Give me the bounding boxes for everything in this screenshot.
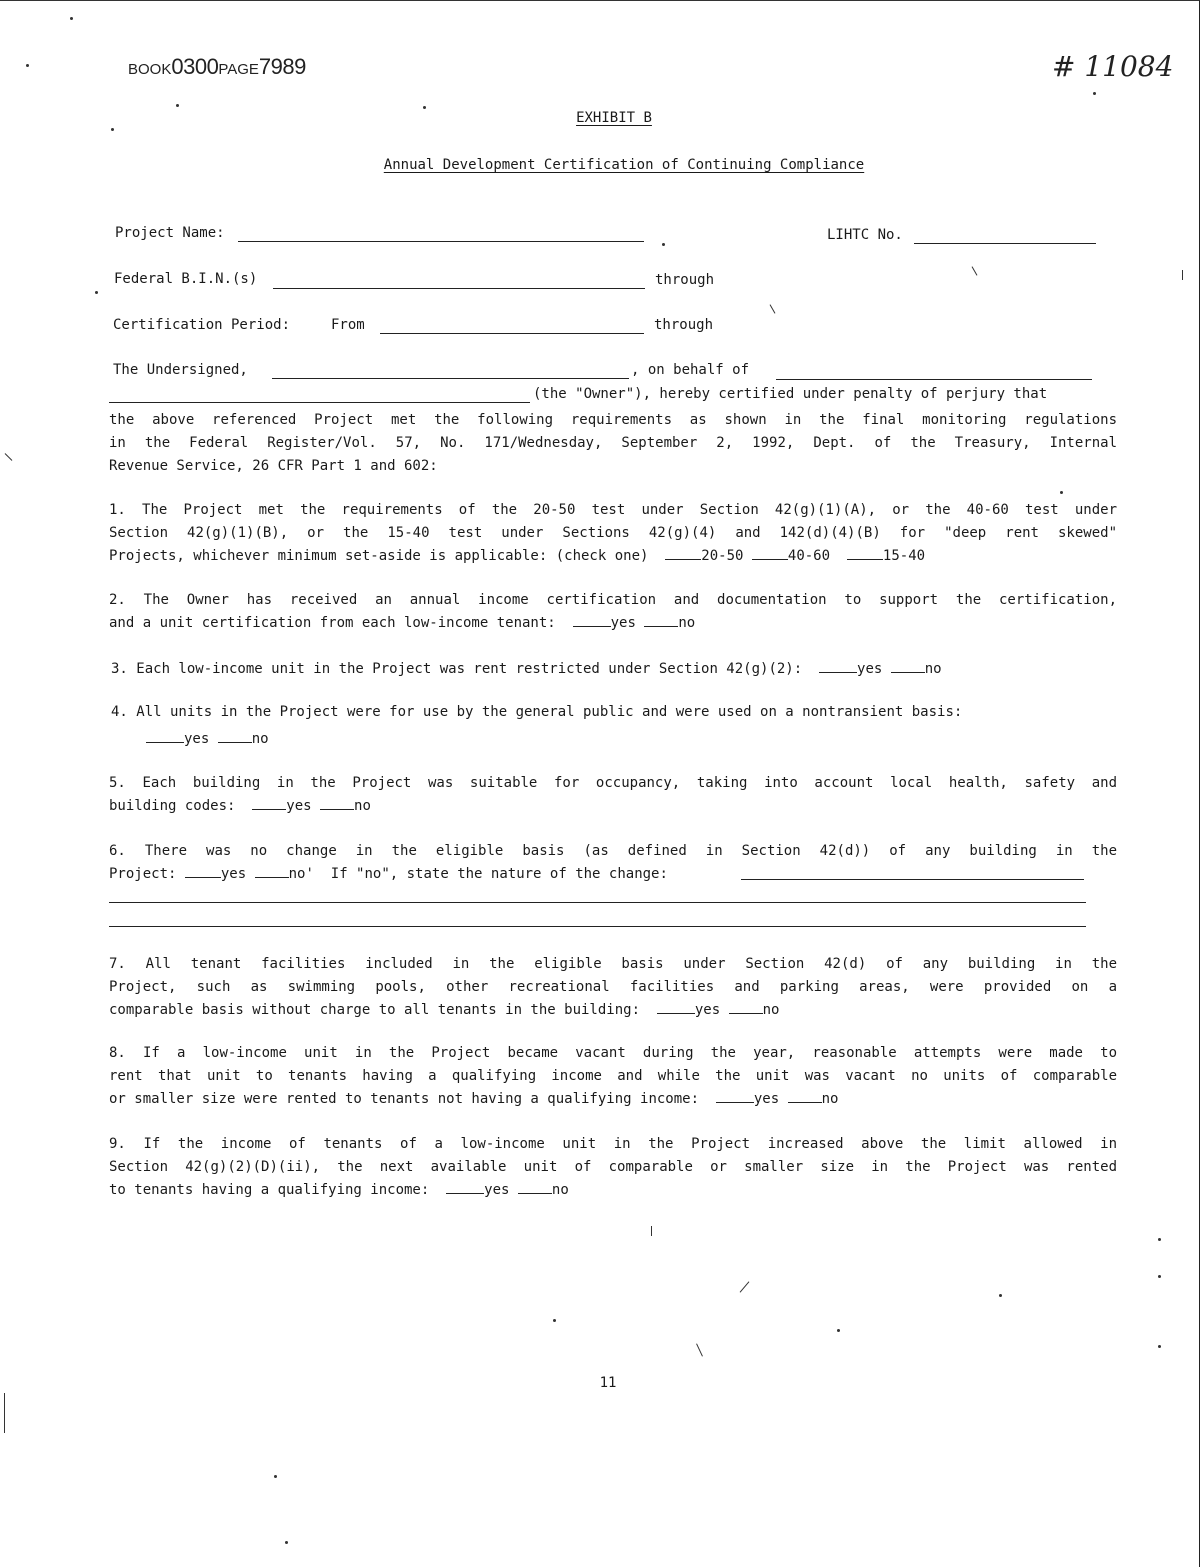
- item-8-no-blank[interactable]: [788, 1088, 822, 1103]
- intro-paragraph: [109, 409, 1117, 478]
- item-5-text: building codes:: [109, 798, 236, 814]
- item-5: [109, 772, 1117, 818]
- item-9-no-blank[interactable]: [518, 1179, 552, 1194]
- book-number: 0300: [171, 54, 219, 79]
- item-5-no-blank[interactable]: [320, 795, 354, 810]
- item-7: [109, 953, 1117, 1022]
- no-label: no: [762, 1002, 780, 1018]
- lihtc-no-label: LIHTC No.: [827, 227, 903, 243]
- item-2-line-2: [109, 612, 1117, 635]
- scan-speck: [999, 1294, 1002, 1297]
- scan-speck: [1060, 491, 1063, 494]
- no-label: no: [551, 1182, 569, 1198]
- yes-label: yes: [694, 1002, 721, 1018]
- item-7-line-3: [109, 999, 1117, 1022]
- scan-speck: [1158, 1345, 1161, 1348]
- item-8-yes-blank[interactable]: [716, 1088, 754, 1103]
- item-8-line-3: [109, 1088, 1117, 1111]
- item-5-line-2: [109, 795, 1117, 818]
- option-40-60: 40-60: [787, 548, 831, 564]
- scan-speck: [1093, 92, 1096, 95]
- owner-field[interactable]: [776, 379, 1092, 380]
- undersigned-label: The Undersigned,: [113, 362, 248, 378]
- intro-line-2: the above referenced Project met the following requirements as shown in the final monitoring regulations: [109, 412, 1117, 428]
- cert-period-through: through: [654, 317, 714, 333]
- scan-mark: [770, 304, 776, 313]
- item-2-text: and a unit certification from each low-income tenant:: [109, 615, 556, 631]
- scan-speck: [274, 1475, 277, 1478]
- page-number: 11: [599, 1375, 617, 1391]
- item-8-line-1: 8. If a low-income unit in the Project became vacant during the year, reasonable attempts were made to: [109, 1045, 1117, 1061]
- item-3: [111, 658, 942, 677]
- item-3-yes-blank[interactable]: [819, 658, 857, 673]
- item-6-no-blank[interactable]: [255, 863, 289, 878]
- item-1-line-3: [109, 545, 1117, 568]
- scan-mark: [740, 1281, 750, 1292]
- item-8-line-2: rent that unit to tenants having a qualifying income and while the unit was vacant no units of comparable: [109, 1068, 1117, 1084]
- item-9-text: to tenants having a qualifying income:: [109, 1182, 430, 1198]
- exhibit-title: EXHIBIT B: [576, 110, 652, 126]
- item-6-text: Project:: [109, 866, 177, 882]
- page-number-stamp: 7989: [258, 54, 306, 79]
- scan-speck: [1158, 1275, 1161, 1278]
- intro-line-3: in the Federal Register/Vol. 57, No. 171/Wednesday, September 2, 1992, Dept. of the Treasury, Internal: [109, 435, 1117, 451]
- item-2: [109, 589, 1117, 635]
- scan-mark: [972, 266, 978, 275]
- check-20-50-blank[interactable]: [665, 545, 701, 560]
- scan-speck: [70, 17, 73, 20]
- yes-label: yes: [753, 1091, 780, 1107]
- book-page-stamp: [128, 54, 306, 80]
- from-label: From: [331, 317, 365, 333]
- item-9-yes-blank[interactable]: [446, 1179, 484, 1194]
- item-1-text: Projects, whichever minimum set-aside is applicable: (check one): [109, 548, 649, 564]
- item-4-text: 4. All units in the Project were for use by the general public and were used on a nontransient basis:: [111, 704, 963, 720]
- item-3-no-blank[interactable]: [891, 658, 925, 673]
- page-label: PAGE: [218, 61, 259, 78]
- item-7-no-blank[interactable]: [729, 999, 763, 1014]
- scan-speck: [423, 106, 426, 109]
- no-label: no: [354, 798, 371, 814]
- scan-speck: [111, 128, 114, 131]
- item-4-answers: [146, 728, 269, 747]
- no-label: no: [821, 1091, 839, 1107]
- scan-speck: [1158, 1238, 1161, 1241]
- scan-mark: [651, 1226, 652, 1236]
- item-1-line-2: Section 42(g)(1)(B), or the 15-40 test under Sections 42(g)(4) and 142(d)(4)(B) for "deep rent skewed": [109, 525, 1117, 541]
- cert-period-label: Certification Period:: [113, 317, 291, 333]
- scan-speck: [176, 104, 179, 107]
- project-name-label: Project Name:: [115, 225, 225, 241]
- option-20-50: 20-50: [701, 548, 744, 564]
- item-5-yes-blank[interactable]: [252, 795, 286, 810]
- item-7-text: comparable basis without charge to all tenants in the building:: [109, 1002, 641, 1018]
- item-7-line-2: Project, such as swimming pools, other recreational facilities and parking areas, were provided on a: [109, 979, 1117, 995]
- item-9-line-1: 9. If the income of tenants of a low-income unit in the Project increased above the limit allowed in: [109, 1136, 1117, 1152]
- handwritten-number: # 11084: [1052, 50, 1174, 83]
- intro-line-4: Revenue Service, 26 CFR Part 1 and 602:: [109, 458, 438, 474]
- yes-label: yes: [286, 798, 312, 814]
- item-6-yes-blank[interactable]: [185, 863, 221, 878]
- item-8: [109, 1042, 1117, 1111]
- cert-period-from-field[interactable]: [380, 333, 644, 334]
- no-label: no': [288, 866, 314, 882]
- book-label: BOOK: [128, 61, 172, 78]
- scan-speck: [26, 64, 29, 67]
- scan-mark: [4, 1393, 5, 1433]
- yes-label: yes: [857, 661, 883, 677]
- item-7-line-1: 7. All tenant facilities included in the eligible basis under Section 42(d) of any building in the: [109, 956, 1117, 972]
- project-name-field[interactable]: [238, 241, 644, 242]
- check-40-60-blank[interactable]: [752, 545, 788, 560]
- item-8-text: or smaller size were rented to tenants not having a qualifying income:: [109, 1091, 700, 1107]
- item-6-line-1: 6. There was no change in the eligible basis (as defined in Section 42(d)) of any building in the: [109, 843, 1117, 859]
- item-6-change-field-1[interactable]: [741, 879, 1084, 880]
- item-6-change-field-2[interactable]: [109, 902, 1086, 903]
- undersigned-field[interactable]: [272, 378, 629, 379]
- scan-speck: [662, 243, 665, 246]
- federal-bin-field[interactable]: [273, 288, 645, 289]
- owner-name-field[interactable]: [109, 402, 530, 403]
- item-5-line-1: 5. Each building in the Project was suitable for occupancy, taking into account local health, safety and: [109, 775, 1117, 791]
- yes-label: yes: [484, 1182, 510, 1198]
- check-15-40-blank[interactable]: [847, 545, 883, 560]
- no-label: no: [678, 615, 696, 631]
- no-label: no: [924, 661, 942, 677]
- item-3-text: 3. Each low-income unit in the Project was rent restricted under Section 42(g)(2):: [111, 661, 803, 677]
- item-2-yes-blank[interactable]: [573, 612, 611, 627]
- item-6-state-label: If "no", state the nature of the change:: [330, 866, 668, 882]
- item-2-line-1: 2. The Owner has received an annual income certification and documentation to support the certification,: [109, 592, 1117, 608]
- intro-line-1: (the "Owner"), hereby certified under penalty of perjury that: [533, 386, 1048, 402]
- item-4-yes-blank[interactable]: [146, 728, 184, 743]
- option-15-40: 15-40: [882, 548, 926, 564]
- item-6-line-2: [109, 863, 1117, 886]
- scan-mark: [696, 1343, 703, 1356]
- yes-label: yes: [610, 615, 636, 631]
- item-9: [109, 1133, 1117, 1202]
- item-1: [109, 499, 1117, 568]
- item-7-yes-blank[interactable]: [657, 999, 695, 1014]
- lihtc-no-field[interactable]: [914, 243, 1096, 244]
- on-behalf-label: , on behalf of: [631, 362, 750, 378]
- scan-speck: [95, 291, 98, 294]
- scan-speck: [285, 1541, 288, 1544]
- item-2-no-blank[interactable]: [644, 612, 678, 627]
- scan-speck: [837, 1329, 840, 1332]
- item-4-no-blank[interactable]: [218, 728, 252, 743]
- scan-mark: [1182, 270, 1183, 280]
- item-9-line-3: [109, 1179, 1117, 1202]
- yes-label: yes: [220, 866, 247, 882]
- federal-bin-label: Federal B.I.N.(s): [114, 271, 258, 287]
- yes-label: yes: [184, 731, 210, 747]
- item-6-change-field-3[interactable]: [109, 926, 1086, 927]
- scan-mark: [5, 453, 13, 461]
- no-label: no: [251, 731, 269, 747]
- item-1-line-1: 1. The Project met the requirements of the 20-50 test under Section 42(g)(1)(A), or the 40-60 test under: [109, 502, 1117, 518]
- item-9-line-2: Section 42(g)(2)(D)(ii), the next available unit of comparable or smaller size in the Project was rented: [109, 1159, 1117, 1175]
- form-subtitle: Annual Development Certification of Continuing Compliance: [383, 157, 865, 173]
- scan-speck: [553, 1319, 556, 1322]
- federal-bin-through: through: [655, 272, 715, 288]
